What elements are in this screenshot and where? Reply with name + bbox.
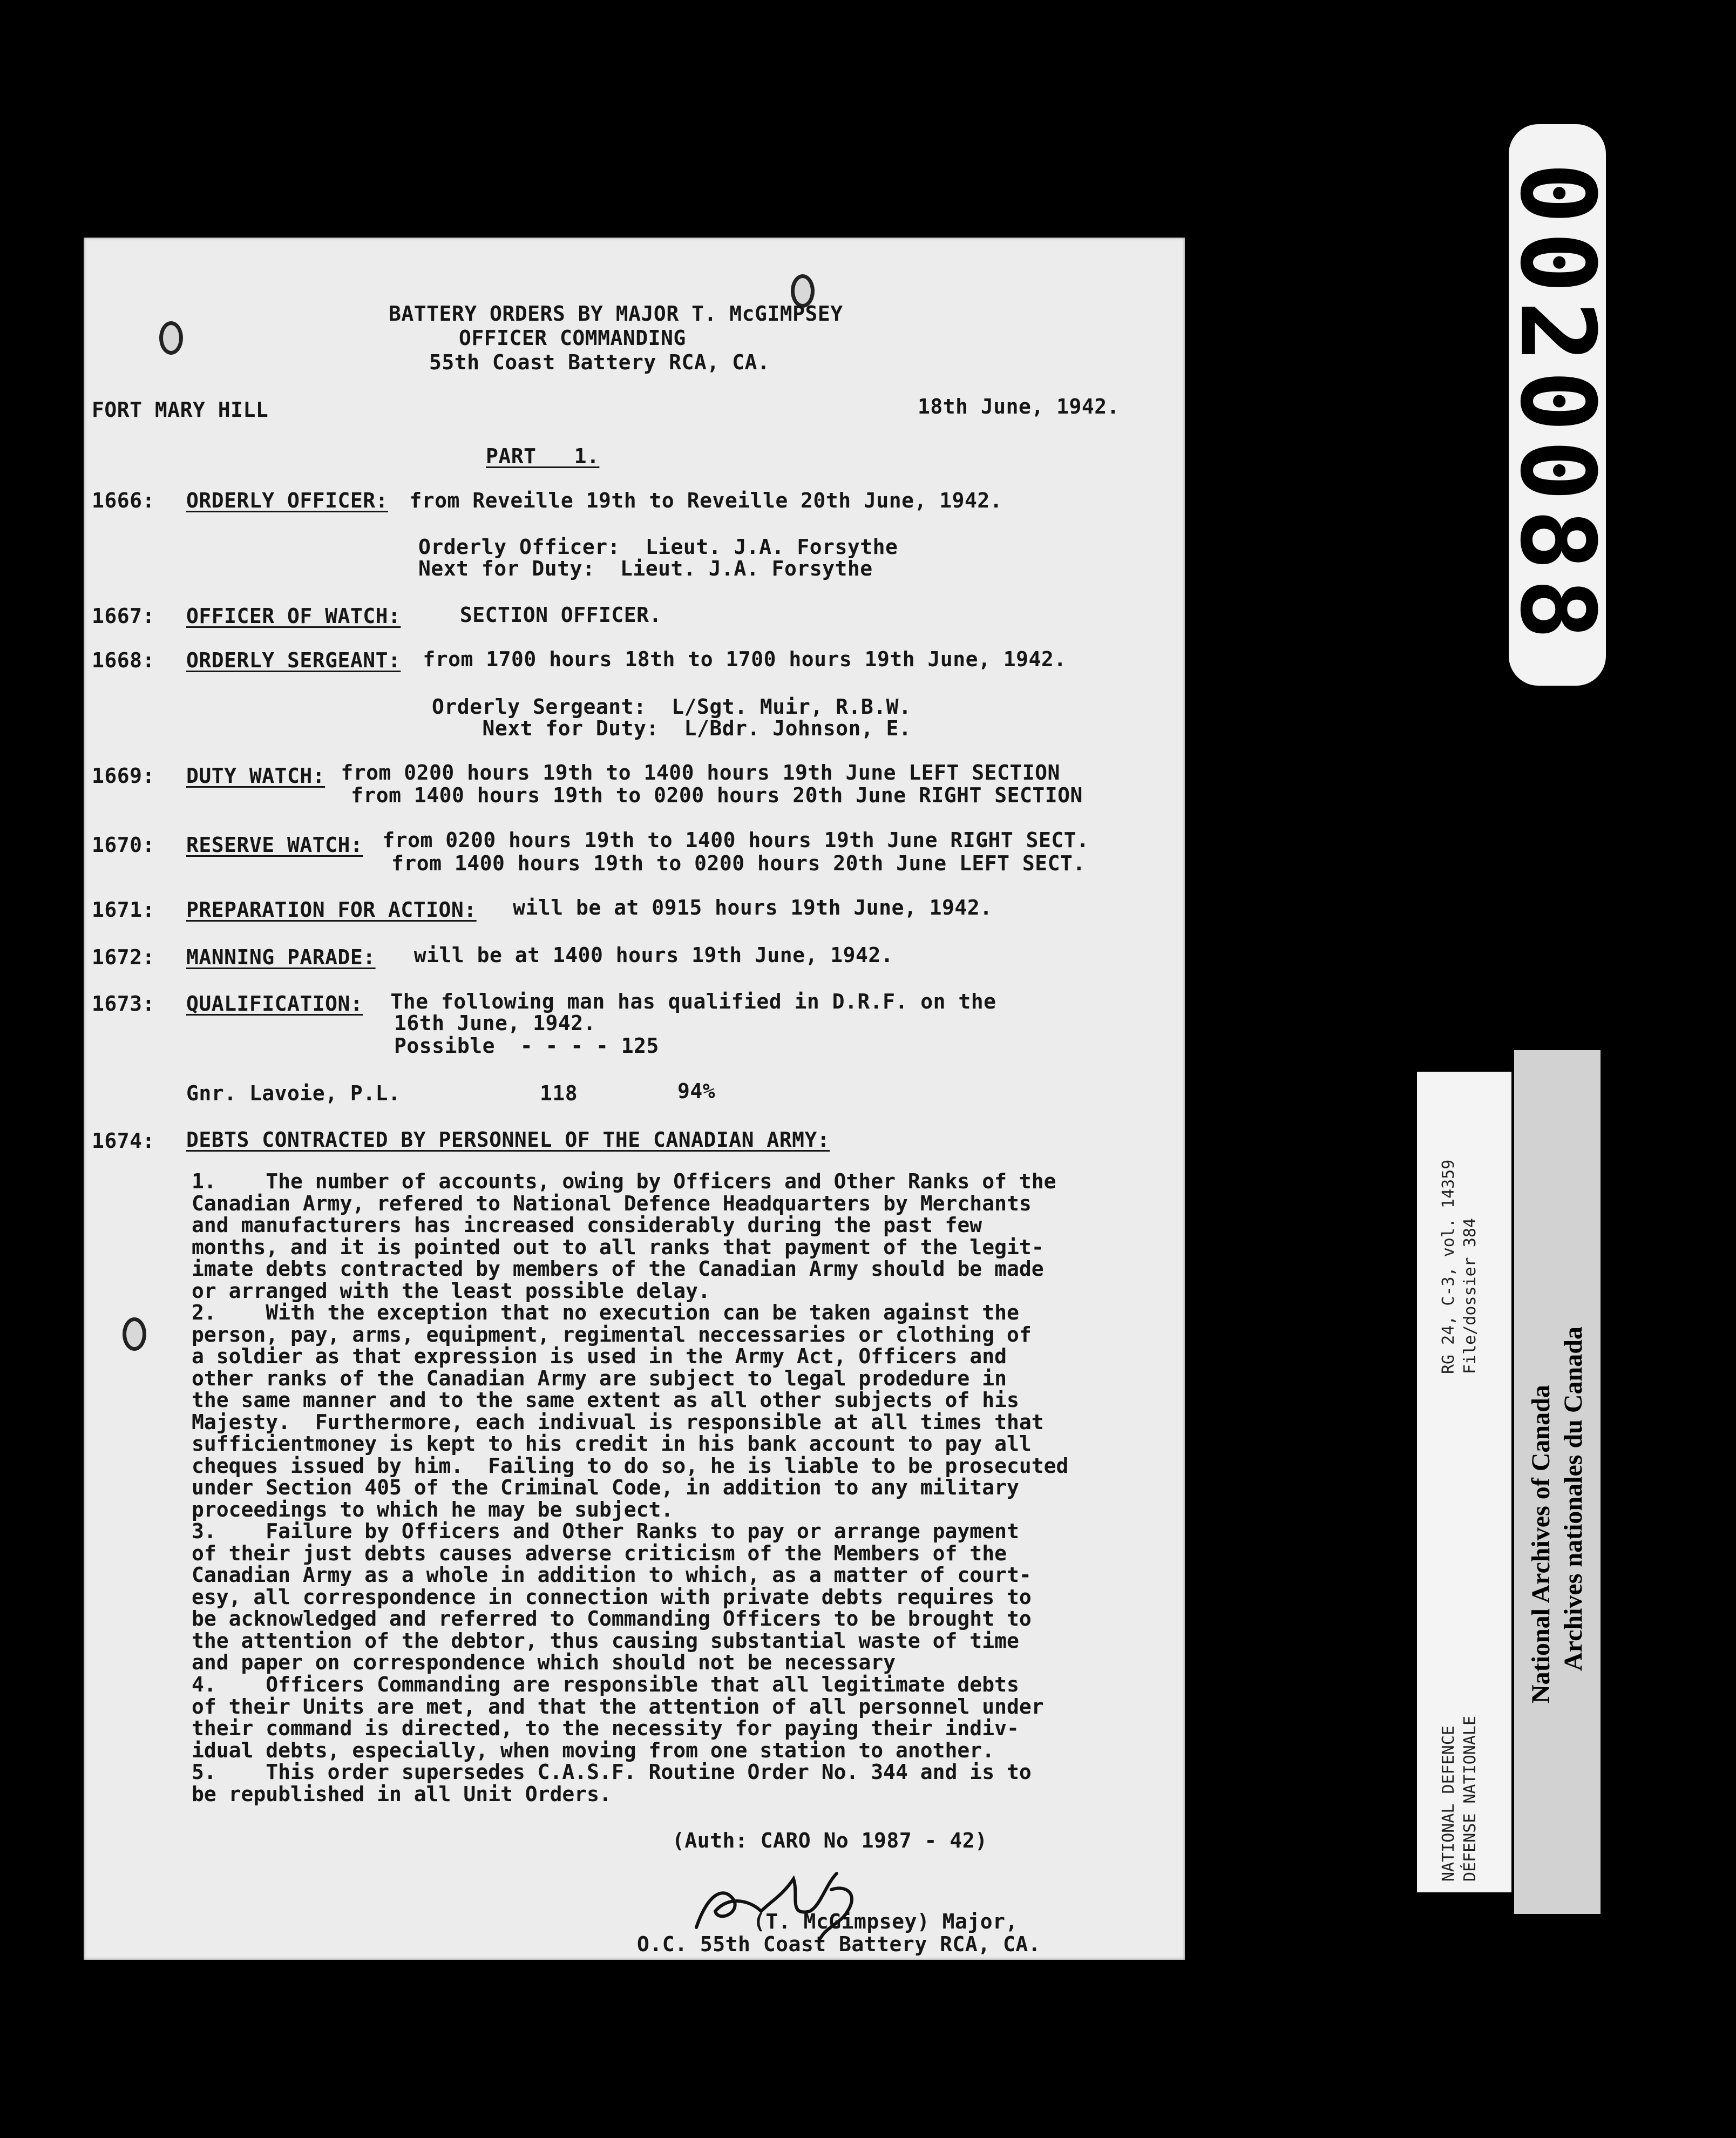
order-detail: 16th June, 1942. bbox=[394, 1011, 596, 1035]
order-detail: Orderly Officer: Lieut. J.A. Forsythe bbox=[418, 535, 898, 559]
order-detail: from 1400 hours 19th to 0200 hours 20th June LEFT SECT. bbox=[391, 851, 1086, 875]
archives-label bbox=[1514, 1050, 1601, 1914]
order-text: from Reveille 19th to Reveille 20th June, 1942. bbox=[397, 489, 1003, 512]
frame-number: 0020088 bbox=[1497, 162, 1617, 648]
order-number: 1667: bbox=[92, 604, 155, 628]
order-detail: Possible - - - - 125 bbox=[394, 1034, 659, 1058]
order-detail: Next for Duty: Lieut. J.A. Forsythe bbox=[418, 557, 873, 580]
reference-line-1: RG 24, C-3, vol. 14359 bbox=[1439, 1159, 1458, 1374]
frame-number-label bbox=[1497, 124, 1617, 686]
order-number: 1671: bbox=[92, 898, 155, 922]
paragraph-2: 2. With the exception that no execution can be taken against the person, pay, arms, equipment, regimental neccessaries or clothing of a soldier as that expression is used in the Army Act, Officers and other ranks of the Canadian Army are subject to legal prodedure in the same manner and to the same extent as all other subjects of his Majesty. Furthermore, each indivual is responsible at all times that sufficientmoney is kept to his credit in his bank account to pay all cheques issued by him. Failing to do so, he is liable to be prosecuted under Section 405 of the Criminal Code, in addition to any military proceedings to which he may be subject. bbox=[192, 1301, 1069, 1521]
order-number: 1666: bbox=[92, 489, 155, 512]
order-number: 1674: bbox=[92, 1129, 155, 1153]
order-heading: PREPARATION FOR ACTION: bbox=[186, 898, 477, 922]
department-line-2: DÉFENSE NATIONALE bbox=[1461, 1715, 1480, 1882]
paragraph-1: 1. The number of accounts, owing by Officers and Other Ranks of the Canadian Army, refered to National Defence Headquarters by Merchants and manufacturers has increased considerably during the past few months, and it is pointed out to all ranks that payment of the legit- imate debts contracted by members of the Canadian Army should be made or arranged with the least possible delay. bbox=[192, 1169, 1056, 1303]
order-heading: MANNING PARADE: bbox=[186, 945, 376, 969]
order-text: from 0200 hours 19th to 1400 hours 19th June RIGHT SECT. bbox=[370, 828, 1089, 852]
order-number: 1673: bbox=[92, 992, 155, 1016]
score-name: Gnr. Lavoie, P.L. bbox=[186, 1081, 401, 1105]
order-heading: QUALIFICATION: bbox=[186, 992, 363, 1016]
order-number: 1670: bbox=[92, 833, 155, 857]
order-number: 1672: bbox=[92, 945, 155, 969]
part-heading: PART 1. bbox=[486, 444, 600, 468]
score-value: 118 bbox=[540, 1081, 578, 1105]
order-detail: Orderly Sergeant: L/Sgt. Muir, R.B.W. bbox=[432, 695, 912, 719]
order-date: 18th June, 1942. bbox=[918, 395, 1120, 418]
order-heading: RESERVE WATCH: bbox=[186, 833, 363, 857]
order-text: The following man has qualified in D.R.F. on the bbox=[378, 990, 996, 1013]
order-number: 1669: bbox=[92, 764, 155, 788]
reference-line-2: File/dossier 384 bbox=[1461, 1218, 1480, 1374]
header-unit: 55th Coast Battery RCA, CA. bbox=[429, 350, 770, 374]
order-text: from 0200 hours 19th to 1400 hours 19th June LEFT SECTION bbox=[328, 761, 1060, 784]
order-number: 1668: bbox=[92, 648, 155, 672]
signature-name: (T. McGimpsey) Major, bbox=[753, 1910, 1018, 1933]
order-heading: ORDERLY SERGEANT: bbox=[186, 648, 401, 672]
order-heading: ORDERLY OFFICER: bbox=[186, 489, 389, 512]
punch-hole bbox=[123, 1317, 146, 1351]
archives-name-en: National Archives of Canada bbox=[1527, 1385, 1555, 1703]
punch-hole bbox=[159, 321, 183, 355]
score-percent: 94% bbox=[677, 1079, 716, 1103]
paragraph-5: 5. This order supersedes C.A.S.F. Routine Order No. 344 and is to be republished in all Unit Orders. bbox=[192, 1760, 1032, 1806]
paragraph-3: 3. Failure by Officers and Other Ranks to pay or arrange payment of their just debts causes adverse criticism of the Members of the Canadian Army as a whole in addition to which, as a matter of court- esy, all correspondence in connection with private debts requires to be acknowledged and referred to Commanding Officers to be brought to the attention of the debtor, thus causing substantial waste of time and paper on correspondence which should not be necessary bbox=[192, 1519, 1032, 1674]
order-detail: from 1400 hours 19th to 0200 hours 20th June RIGHT SECTION bbox=[351, 783, 1083, 807]
order-heading: DUTY WATCH: bbox=[186, 764, 326, 788]
archives-name-fr: Archives nationales du Canada bbox=[1559, 1327, 1588, 1671]
reference-stamp bbox=[1417, 1072, 1511, 1892]
authority-reference: (Auth: CARO No 1987 - 42) bbox=[672, 1829, 988, 1852]
signature-title: O.C. 55th Coast Battery RCA, CA. bbox=[637, 1932, 1041, 1956]
department-line-1: NATIONAL DEFENCE bbox=[1439, 1726, 1458, 1882]
paragraph-4: 4. Officers Commanding are responsible that all legitimate debts of their Units are met, and that the attention of all personnel under their command is directed, to the necessity for paying their indiv- idual debts, especially, when moving from one station to another. bbox=[192, 1673, 1044, 1762]
order-detail: Next for Duty: L/Bdr. Johnson, E. bbox=[432, 716, 912, 740]
order-text: from 1700 hours 18th to 1700 hours 19th June, 1942. bbox=[410, 647, 1067, 671]
header-subtitle: OFFICER COMMANDING bbox=[459, 326, 686, 350]
location: FORT MARY HILL bbox=[92, 398, 269, 422]
order-text: SECTION OFFICER. bbox=[397, 603, 662, 627]
header-title: BATTERY ORDERS BY MAJOR T. McGIMPSEY bbox=[389, 302, 843, 326]
order-heading: OFFICER OF WATCH: bbox=[186, 604, 401, 628]
order-text: will be at 1400 hours 19th June, 1942. bbox=[389, 943, 894, 967]
order-heading: DEBTS CONTRACTED BY PERSONNEL OF THE CANADIAN ARMY: bbox=[186, 1128, 830, 1152]
order-text: will be at 0915 hours 19th June, 1942. bbox=[475, 896, 993, 919]
